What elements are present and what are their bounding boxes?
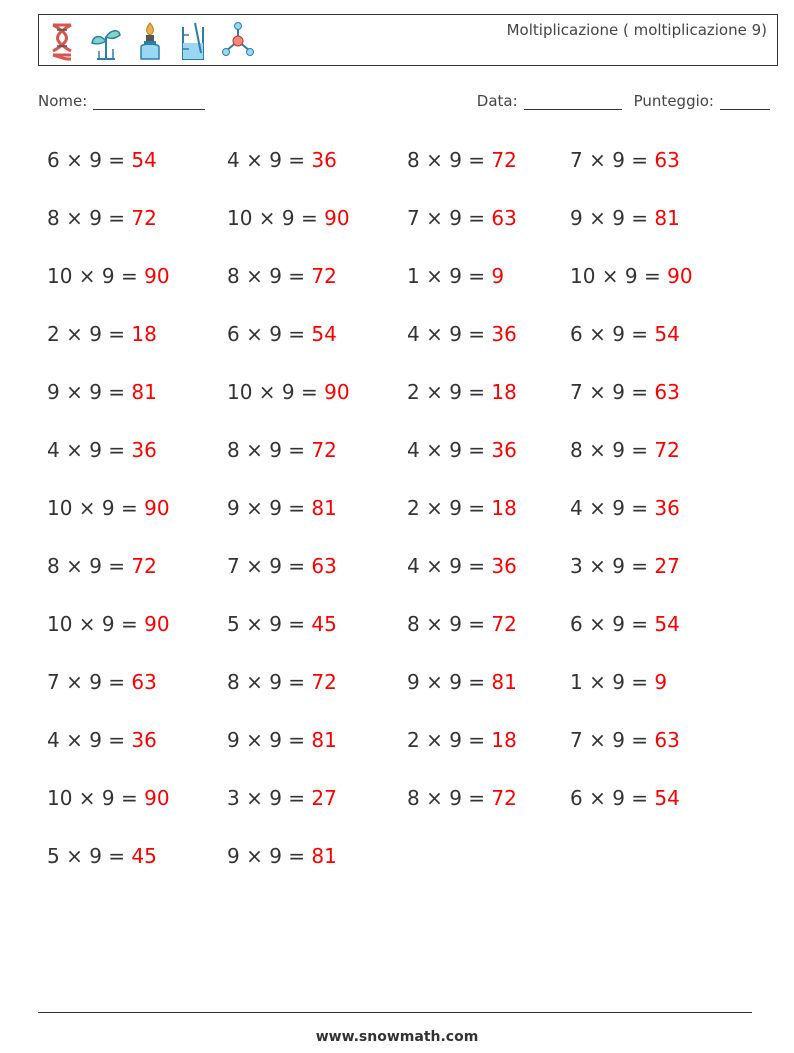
problem-item bbox=[407, 264, 504, 288]
problem-item bbox=[570, 496, 680, 520]
problem-question: 4 × 9 = bbox=[407, 322, 492, 346]
problem-answer: 54 bbox=[311, 322, 337, 346]
molecule-icon bbox=[221, 19, 255, 63]
problem-item bbox=[570, 148, 680, 172]
problem-answer: 36 bbox=[491, 438, 517, 462]
problem-question: 6 × 9 = bbox=[227, 322, 312, 346]
problem-item bbox=[407, 496, 517, 520]
problem-question: 8 × 9 = bbox=[47, 554, 132, 578]
problem-item bbox=[227, 786, 337, 810]
name-field[interactable] bbox=[38, 92, 205, 110]
problem-answer: 81 bbox=[654, 206, 680, 230]
problem-answer: 90 bbox=[144, 612, 170, 636]
problem-question: 10 × 9 = bbox=[47, 264, 145, 288]
problem-question: 6 × 9 = bbox=[570, 612, 655, 636]
problem-question: 3 × 9 = bbox=[227, 786, 312, 810]
problem-answer: 90 bbox=[144, 264, 170, 288]
problem-item bbox=[47, 148, 157, 172]
problem-question: 8 × 9 = bbox=[227, 438, 312, 462]
problem-item bbox=[47, 438, 157, 462]
problem-item bbox=[407, 670, 517, 694]
problem-item bbox=[570, 670, 667, 694]
problem-item bbox=[47, 612, 170, 636]
problem-item bbox=[570, 322, 680, 346]
problem-answer: 72 bbox=[654, 438, 680, 462]
problem-answer: 90 bbox=[324, 380, 350, 404]
problem-question: 4 × 9 = bbox=[47, 728, 132, 752]
problem-question: 4 × 9 = bbox=[227, 148, 312, 172]
problem-item bbox=[227, 670, 337, 694]
problem-answer: 9 bbox=[654, 670, 668, 694]
problem-answer: 18 bbox=[131, 322, 157, 346]
problem-item bbox=[407, 612, 517, 636]
problem-answer: 36 bbox=[131, 438, 157, 462]
problem-question: 6 × 9 = bbox=[47, 148, 132, 172]
problem-item bbox=[407, 206, 517, 230]
problem-item bbox=[570, 554, 680, 578]
problem-item bbox=[407, 438, 517, 462]
problem-question: 8 × 9 = bbox=[227, 670, 312, 694]
problem-item bbox=[570, 728, 680, 752]
problem-item bbox=[227, 844, 337, 868]
problem-question: 9 × 9 = bbox=[227, 728, 312, 752]
problem-question: 3 × 9 = bbox=[570, 554, 655, 578]
problem-item bbox=[47, 380, 157, 404]
problem-question: 2 × 9 = bbox=[47, 322, 132, 346]
problem-answer: 27 bbox=[311, 786, 337, 810]
name-blank[interactable] bbox=[93, 93, 205, 110]
problem-answer: 90 bbox=[667, 264, 693, 288]
problem-item bbox=[227, 322, 337, 346]
problem-answer: 54 bbox=[654, 786, 680, 810]
problem-question: 9 × 9 = bbox=[407, 670, 492, 694]
dna-icon bbox=[45, 19, 79, 63]
problem-answer: 63 bbox=[654, 728, 680, 752]
beaker-icon bbox=[177, 19, 211, 63]
problem-item bbox=[407, 728, 517, 752]
problem-answer: 72 bbox=[311, 670, 337, 694]
problem-question: 2 × 9 = bbox=[407, 496, 492, 520]
date-blank[interactable] bbox=[524, 93, 622, 110]
problem-answer: 45 bbox=[131, 844, 157, 868]
problem-question: 8 × 9 = bbox=[47, 206, 132, 230]
problem-question: 10 × 9 = bbox=[47, 612, 145, 636]
problem-answer: 63 bbox=[131, 670, 157, 694]
problem-question: 7 × 9 = bbox=[227, 554, 312, 578]
problem-question: 7 × 9 = bbox=[570, 148, 655, 172]
problem-question: 8 × 9 = bbox=[227, 264, 312, 288]
problem-answer: 81 bbox=[311, 844, 337, 868]
problem-item bbox=[47, 554, 157, 578]
problem-question: 7 × 9 = bbox=[570, 728, 655, 752]
problem-item bbox=[407, 554, 517, 578]
problem-answer: 18 bbox=[491, 728, 517, 752]
footer-url[interactable]: www.snowmath.com bbox=[315, 1029, 479, 1045]
problem-item bbox=[227, 206, 350, 230]
problem-item bbox=[570, 786, 680, 810]
problem-answer: 90 bbox=[144, 786, 170, 810]
problem-answer: 54 bbox=[131, 148, 157, 172]
problem-question: 6 × 9 = bbox=[570, 786, 655, 810]
problem-question: 7 × 9 = bbox=[570, 380, 655, 404]
problem-answer: 18 bbox=[491, 496, 517, 520]
problem-question: 7 × 9 = bbox=[47, 670, 132, 694]
problem-answer: 54 bbox=[654, 612, 680, 636]
problem-answer: 90 bbox=[324, 206, 350, 230]
problem-item bbox=[227, 264, 337, 288]
problem-question: 7 × 9 = bbox=[407, 206, 492, 230]
problem-question: 1 × 9 = bbox=[570, 670, 655, 694]
problem-question: 2 × 9 = bbox=[407, 728, 492, 752]
problem-question: 10 × 9 = bbox=[227, 380, 325, 404]
problem-item bbox=[47, 322, 157, 346]
problem-question: 4 × 9 = bbox=[407, 554, 492, 578]
plant-sprout-icon bbox=[89, 19, 123, 63]
problem-answer: 45 bbox=[311, 612, 337, 636]
name-label: Nome: bbox=[38, 92, 88, 110]
problem-answer: 72 bbox=[311, 264, 337, 288]
problem-answer: 72 bbox=[491, 148, 517, 172]
problem-question: 5 × 9 = bbox=[47, 844, 132, 868]
problem-question: 4 × 9 = bbox=[407, 438, 492, 462]
problem-question: 8 × 9 = bbox=[570, 438, 655, 462]
problem-question: 10 × 9 = bbox=[227, 206, 325, 230]
worksheet-title: Moltiplicazione ( moltiplicazione 9) bbox=[506, 21, 767, 39]
problem-item bbox=[47, 206, 157, 230]
problem-question: 4 × 9 = bbox=[570, 496, 655, 520]
problem-answer: 72 bbox=[311, 438, 337, 462]
meta-row bbox=[38, 92, 770, 116]
problem-item bbox=[227, 554, 337, 578]
problem-item bbox=[227, 148, 337, 172]
score-blank[interactable] bbox=[720, 93, 770, 110]
bunsen-burner-icon bbox=[133, 19, 167, 63]
date-score-fields bbox=[477, 92, 770, 110]
problem-question: 9 × 9 = bbox=[227, 496, 312, 520]
problem-item bbox=[227, 380, 350, 404]
problem-item bbox=[570, 206, 680, 230]
problem-question: 5 × 9 = bbox=[227, 612, 312, 636]
problem-answer: 81 bbox=[131, 380, 157, 404]
problem-answer: 72 bbox=[131, 554, 157, 578]
problem-question: 8 × 9 = bbox=[407, 148, 492, 172]
problem-item bbox=[47, 670, 157, 694]
problem-answer: 36 bbox=[131, 728, 157, 752]
problem-item bbox=[227, 612, 337, 636]
problem-question: 8 × 9 = bbox=[407, 612, 492, 636]
problem-question: 10 × 9 = bbox=[570, 264, 668, 288]
problem-item bbox=[227, 728, 337, 752]
icon-strip bbox=[45, 19, 255, 63]
problem-item bbox=[407, 322, 517, 346]
problem-answer: 18 bbox=[491, 380, 517, 404]
problem-answer: 63 bbox=[654, 148, 680, 172]
problem-item bbox=[47, 786, 170, 810]
problem-answer: 72 bbox=[131, 206, 157, 230]
footer-divider bbox=[38, 1012, 752, 1013]
problem-question: 8 × 9 = bbox=[407, 786, 492, 810]
problem-item bbox=[47, 728, 157, 752]
problem-question: 6 × 9 = bbox=[570, 322, 655, 346]
problem-question: 9 × 9 = bbox=[227, 844, 312, 868]
problem-item bbox=[570, 264, 693, 288]
problem-item bbox=[570, 380, 680, 404]
problem-item bbox=[570, 438, 680, 462]
problem-answer: 72 bbox=[491, 786, 517, 810]
problem-question: 1 × 9 = bbox=[407, 264, 492, 288]
header-box bbox=[38, 14, 778, 66]
problem-answer: 54 bbox=[654, 322, 680, 346]
problem-answer: 36 bbox=[311, 148, 337, 172]
problem-answer: 9 bbox=[491, 264, 505, 288]
problem-question: 10 × 9 = bbox=[47, 786, 145, 810]
problem-answer: 36 bbox=[654, 496, 680, 520]
problem-answer: 81 bbox=[311, 496, 337, 520]
problem-item bbox=[227, 438, 337, 462]
score-label: Punteggio: bbox=[633, 92, 714, 110]
problem-answer: 81 bbox=[491, 670, 517, 694]
problem-item bbox=[407, 380, 517, 404]
problem-question: 2 × 9 = bbox=[407, 380, 492, 404]
problem-question: 10 × 9 = bbox=[47, 496, 145, 520]
problem-answer: 72 bbox=[491, 612, 517, 636]
problem-item bbox=[227, 496, 337, 520]
problem-answer: 63 bbox=[491, 206, 517, 230]
problem-item bbox=[407, 786, 517, 810]
problem-answer: 27 bbox=[654, 554, 680, 578]
problem-question: 9 × 9 = bbox=[570, 206, 655, 230]
problem-answer: 63 bbox=[311, 554, 337, 578]
problem-answer: 90 bbox=[144, 496, 170, 520]
problem-item bbox=[47, 264, 170, 288]
date-label: Data: bbox=[476, 92, 518, 110]
problem-answer: 63 bbox=[654, 380, 680, 404]
problem-item bbox=[47, 844, 157, 868]
problem-item bbox=[570, 612, 680, 636]
problem-item bbox=[407, 148, 517, 172]
problem-item bbox=[47, 496, 170, 520]
problem-answer: 36 bbox=[491, 322, 517, 346]
problem-answer: 81 bbox=[311, 728, 337, 752]
problem-question: 9 × 9 = bbox=[47, 380, 132, 404]
problem-question: 4 × 9 = bbox=[47, 438, 132, 462]
problem-answer: 36 bbox=[491, 554, 517, 578]
